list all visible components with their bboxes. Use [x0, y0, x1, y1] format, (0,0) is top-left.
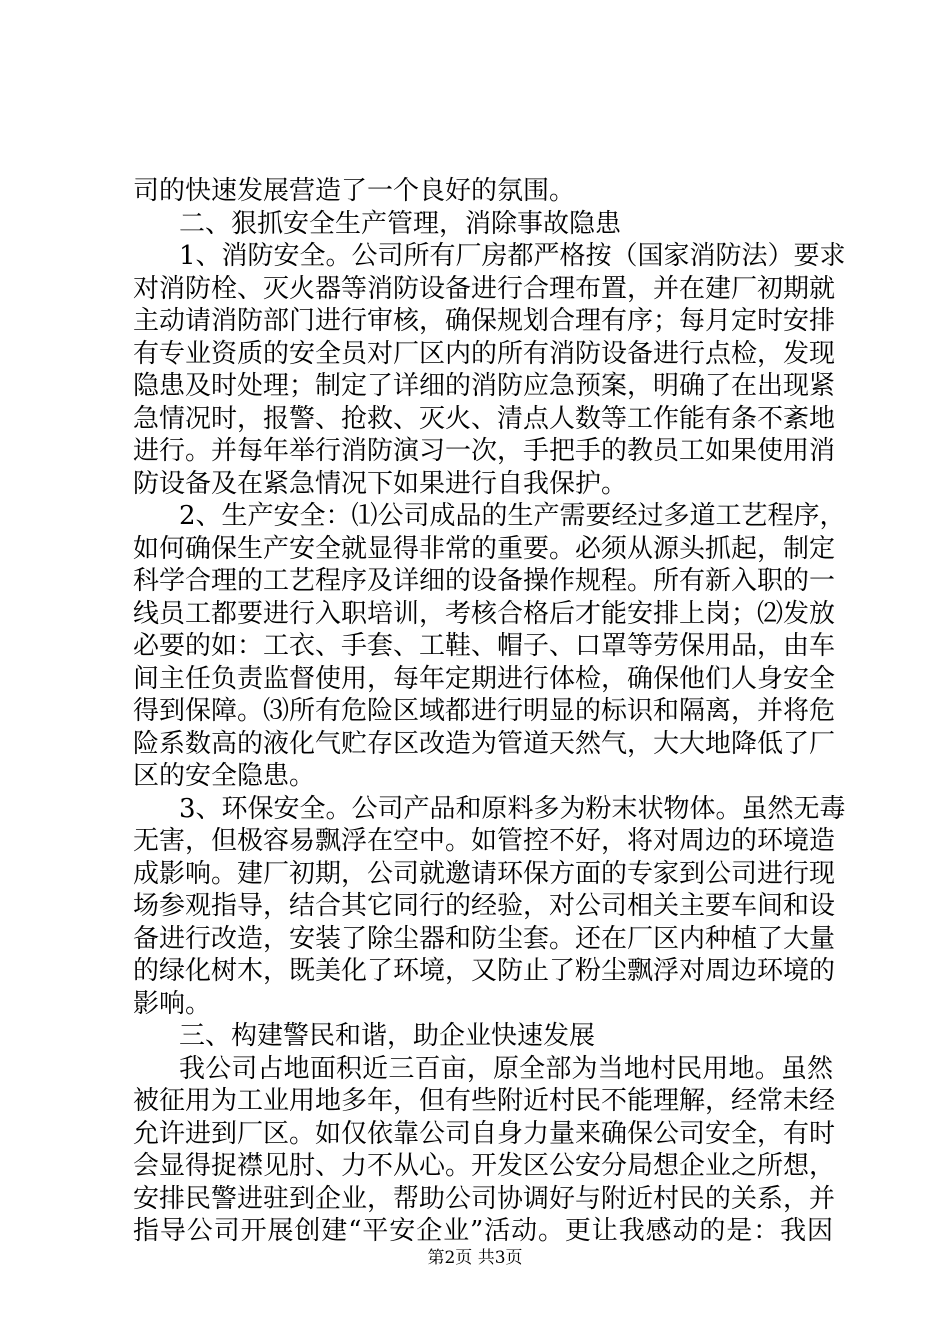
- text-line: 影响。: [133, 988, 212, 1019]
- text-line: 间主任负责监督使用，每年定期进行体检，确保他们人身安全: [133, 663, 836, 694]
- section-heading-2: 二、狠抓安全生产管理，消除事故隐患: [179, 208, 622, 239]
- text-line: 线员工都要进行入职培训，考核合格后才能安排上岗；⑵发放: [133, 598, 836, 629]
- text-line: 会显得捉襟见肘、力不从心。开发区公安分局想企业之所想，: [133, 1151, 836, 1181]
- text-line: 有专业资质的安全员对厂区内的所有消防设备进行点检，发现: [133, 338, 836, 369]
- text-line: 2、生产安全：⑴公司成品的生产需要经过多道工艺程序，: [179, 501, 846, 531]
- document-body: [133, 175, 846, 1248]
- text-line: 被征用为工业用地多年，但有些附近村民不能理解，经常未经: [133, 1086, 836, 1116]
- text-line: 无害，但极容易飘浮在空中。如管控不好，将对周边的环境造: [133, 826, 836, 856]
- text-line: 我公司占地面积近三百亩，原全部为当地村民用地。虽然: [179, 1053, 833, 1084]
- text-line: 得到保障。⑶所有危险区域都进行明显的标识和隔离，并将危: [133, 696, 836, 726]
- text-line: 必要的如：工衣、手套、工鞋、帽子、口罩等劳保用品，由车: [133, 631, 836, 661]
- text-line: 场参观指导，结合其它同行的经验，对公司相关主要车间和设: [133, 891, 836, 921]
- text-line: 区的安全隐患。: [133, 761, 316, 791]
- text-line: 司的快速发展营造了一个良好的氛围。: [133, 176, 576, 206]
- text-line: 安排民警进驻到企业，帮助公司协调好与附近村民的关系，并: [133, 1183, 836, 1214]
- text-line: 允许进到厂区。如仅依靠公司自身力量来确保公司安全，有时: [133, 1118, 836, 1149]
- section-heading-3: 三、构建警民和谐，助企业快速发展: [179, 1021, 596, 1051]
- text-line: 对消防栓、灭火器等消防设备进行合理布置，并在建厂初期就: [133, 273, 836, 304]
- text-line: 主动请消防部门进行审核，确保规划合理有序；每月定时安排: [133, 306, 836, 336]
- text-line: 1、消防安全。公司所有厂房都严格按（国家消防法）要求: [179, 241, 846, 271]
- text-line: 防设备及在紧急情况下如果进行自我保护。: [133, 468, 628, 499]
- text-line: 科学合理的工艺程序及详细的设备操作规程。所有新入职的一: [133, 566, 836, 596]
- text-line: 如何确保生产安全就显得非常的重要。必须从源头抓起，制定: [133, 533, 836, 564]
- text-line: 成影响。建厂初期，公司就邀请环保方面的专家到公司进行现: [133, 858, 836, 889]
- text-line: 隐患及时处理；制定了详细的消防应急预案，明确了在出现紧: [133, 371, 836, 401]
- text-line: 备进行改造，安装了除尘器和防尘套。还在厂区内种植了大量: [133, 923, 836, 954]
- page-number-label: 第2页 共3页: [427, 1248, 523, 1268]
- text-line: 的绿化树木，既美化了环境，又防止了粉尘飘浮对周边环境的: [133, 956, 836, 986]
- text-line: 险系数高的液化气贮存区改造为管道天然气，大大地降低了厂: [133, 728, 836, 759]
- text-line: 指导公司开展创建“平安企业”活动。更让我感动的是：我因: [133, 1216, 833, 1246]
- page-footer: [0, 1247, 950, 1269]
- text-line: 进行。并每年举行消防演习一次，手把手的教员工如果使用消: [133, 436, 836, 466]
- text-line: 3、环保安全。公司产品和原料多为粉末状物体。虽然无毒: [179, 793, 846, 824]
- text-line: 急情况时，报警、抢救、灭火、清点人数等工作能有条不紊地: [133, 403, 836, 434]
